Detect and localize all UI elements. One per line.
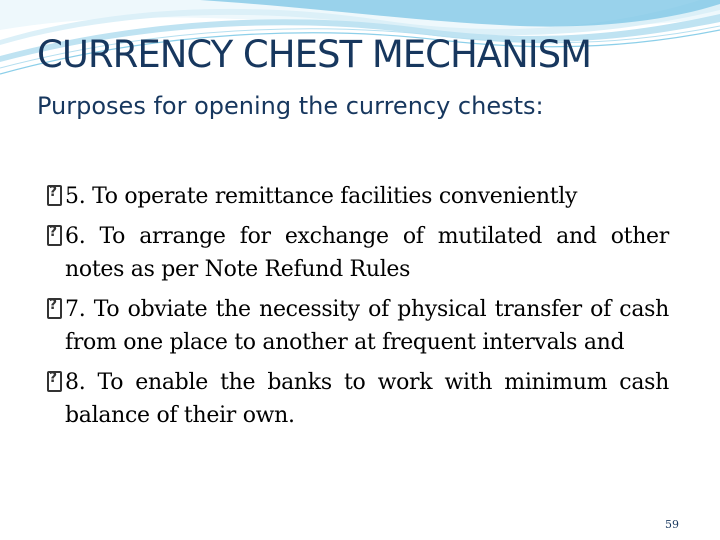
missing-glyph-bullet-icon (47, 298, 65, 320)
list-item-text: 5. To operate remittance facilities conveniently (65, 184, 578, 209)
bullet-list (47, 180, 669, 439)
list-item (47, 180, 669, 213)
missing-glyph-bullet-icon (47, 371, 65, 393)
page-number: 59 (665, 518, 679, 531)
list-item-text: 8. To enable the banks to work with minimum cash balance of their own. (65, 370, 669, 428)
list-item (47, 220, 669, 286)
list-item-text: 6. To arrange for exchange of mutilated and other notes as per Note Refund Rules (65, 224, 669, 282)
missing-glyph-bullet-icon (47, 225, 65, 247)
missing-glyph-bullet-icon (47, 185, 65, 207)
list-item-text: 7. To obviate the necessity of physical transfer of cash from one place to another at frequent intervals and (65, 297, 669, 355)
list-item (47, 366, 669, 432)
slide-title: CURRENCY CHEST MECHANISM (37, 33, 592, 76)
list-item (47, 293, 669, 359)
slide-subtitle: Purposes for opening the currency chests: (37, 92, 544, 120)
